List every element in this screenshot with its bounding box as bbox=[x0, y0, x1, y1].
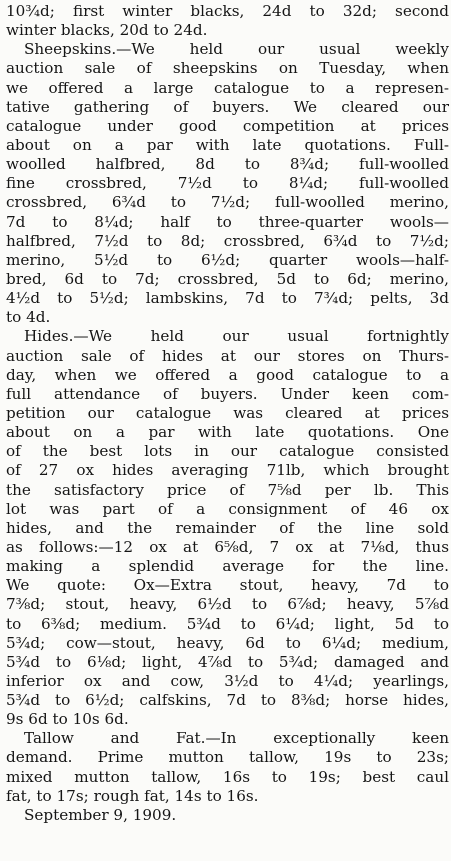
text-line: 5¾d; cow—stout, heavy, 6d to 6¼d; medium, bbox=[6, 633, 449, 652]
text-line: 9s 6d to 10s 6d. bbox=[6, 710, 129, 729]
text-line: making a splendid average for the line. bbox=[6, 557, 449, 576]
section-heading-line: Sheepskins.—We held our usual weekly bbox=[24, 40, 449, 59]
text-line: 10¾d; first winter blacks, 24d to 32d; second bbox=[6, 2, 449, 20]
text-line: 7d to 8¼d; half to three-quarter wools— bbox=[6, 212, 449, 231]
text-line: hides, and the remainder of the line sold bbox=[6, 518, 449, 537]
section-heading-line: Tallow and Fat.—In exceptionally keen bbox=[24, 729, 449, 748]
text-line: to 6⅜d; medium. 5¾d to 6¼d; light, 5d to bbox=[6, 614, 449, 633]
paragraph-dateline bbox=[6, 806, 449, 825]
text-line: 7⅜d; stout, heavy, 6½d to 6⅞d; heavy, 5⅞d bbox=[6, 595, 449, 614]
section-heading-line: Hides.—We held our usual fortnightly bbox=[24, 327, 449, 346]
text-line: we offered a large catalogue to a represen- bbox=[6, 78, 449, 97]
paragraph-wool-continuation bbox=[6, 2, 449, 40]
text-line: crossbred, 6¾d to 7½d; full-woolled merino, bbox=[6, 193, 449, 212]
text-line: 5¾d to 6½d; calfskins, 7d to 8⅜d; horse hides, bbox=[6, 691, 449, 710]
text-line: merino, 5½d to 6½d; quarter wools—half- bbox=[6, 250, 449, 269]
text-line: halfbred, 7½d to 8d; crossbred, 6¾d to 7½d; bbox=[6, 231, 449, 250]
dateline: September 9, 1909. bbox=[24, 805, 177, 824]
text-line: mixed mutton tallow, 16s to 19s; best caul bbox=[6, 767, 449, 786]
text-line: day, when we offered a good catalogue to a bbox=[6, 365, 449, 384]
text-line: catalogue under good competition at prices bbox=[6, 116, 449, 135]
text-line: bred, 6d to 7d; crossbred, 5d to 6d; merino, bbox=[6, 269, 449, 288]
text-line: inferior ox and cow, 3½d to 4¼d; yearlings, bbox=[6, 671, 449, 690]
text-line: to 4d. bbox=[6, 308, 51, 327]
paragraph-hides bbox=[6, 327, 449, 729]
text-line: auction sale of sheepskins on Tuesday, when bbox=[6, 59, 449, 78]
text-line: full attendance of buyers. Under keen com- bbox=[6, 384, 449, 403]
text-line: 4½d to 5½d; lambskins, 7d to 7¾d; pelts, 3d bbox=[6, 289, 449, 308]
text-line: lot was part of a consignment of 46 ox bbox=[6, 499, 449, 518]
text-line: tative gathering of buyers. We cleared our bbox=[6, 97, 449, 116]
text-line: fine crossbred, 7½d to 8¼d; full-woolled bbox=[6, 174, 449, 193]
text-line: fat, to 17s; rough fat, 14s to 16s. bbox=[6, 786, 259, 805]
text-line: winter blacks, 20d to 24d. bbox=[6, 21, 208, 40]
text-line: demand. Prime mutton tallow, 19s to 23s; bbox=[6, 748, 449, 767]
text-line: about on a par with late quotations. Full- bbox=[6, 135, 449, 154]
paragraph-tallow-and-fat bbox=[6, 729, 449, 806]
text-line: woolled halfbred, 8d to 8¾d; full-woolled bbox=[6, 155, 449, 174]
text-line: of 27 ox hides averaging 71lb, which brought bbox=[6, 461, 449, 480]
text-line: the satisfactory price of 7⅝d per lb. This bbox=[6, 480, 449, 499]
text-line: petition our catalogue was cleared at prices bbox=[6, 403, 449, 422]
text-line: We quote: Ox—Extra stout, heavy, 7d to bbox=[6, 576, 449, 595]
text-line: about on a par with late quotations. One bbox=[6, 423, 449, 442]
text-line: of the best lots in our catalogue consisted bbox=[6, 442, 449, 461]
text-line: as follows:—12 ox at 6⅝d, 7 ox at 7⅛d, thus bbox=[6, 537, 449, 556]
paragraph-sheepskins bbox=[6, 40, 449, 327]
text-line: auction sale of hides at our stores on Thurs- bbox=[6, 346, 449, 365]
text-line: 5¾d to 6⅛d; light, 4⅞d to 5¾d; damaged and bbox=[6, 652, 449, 671]
